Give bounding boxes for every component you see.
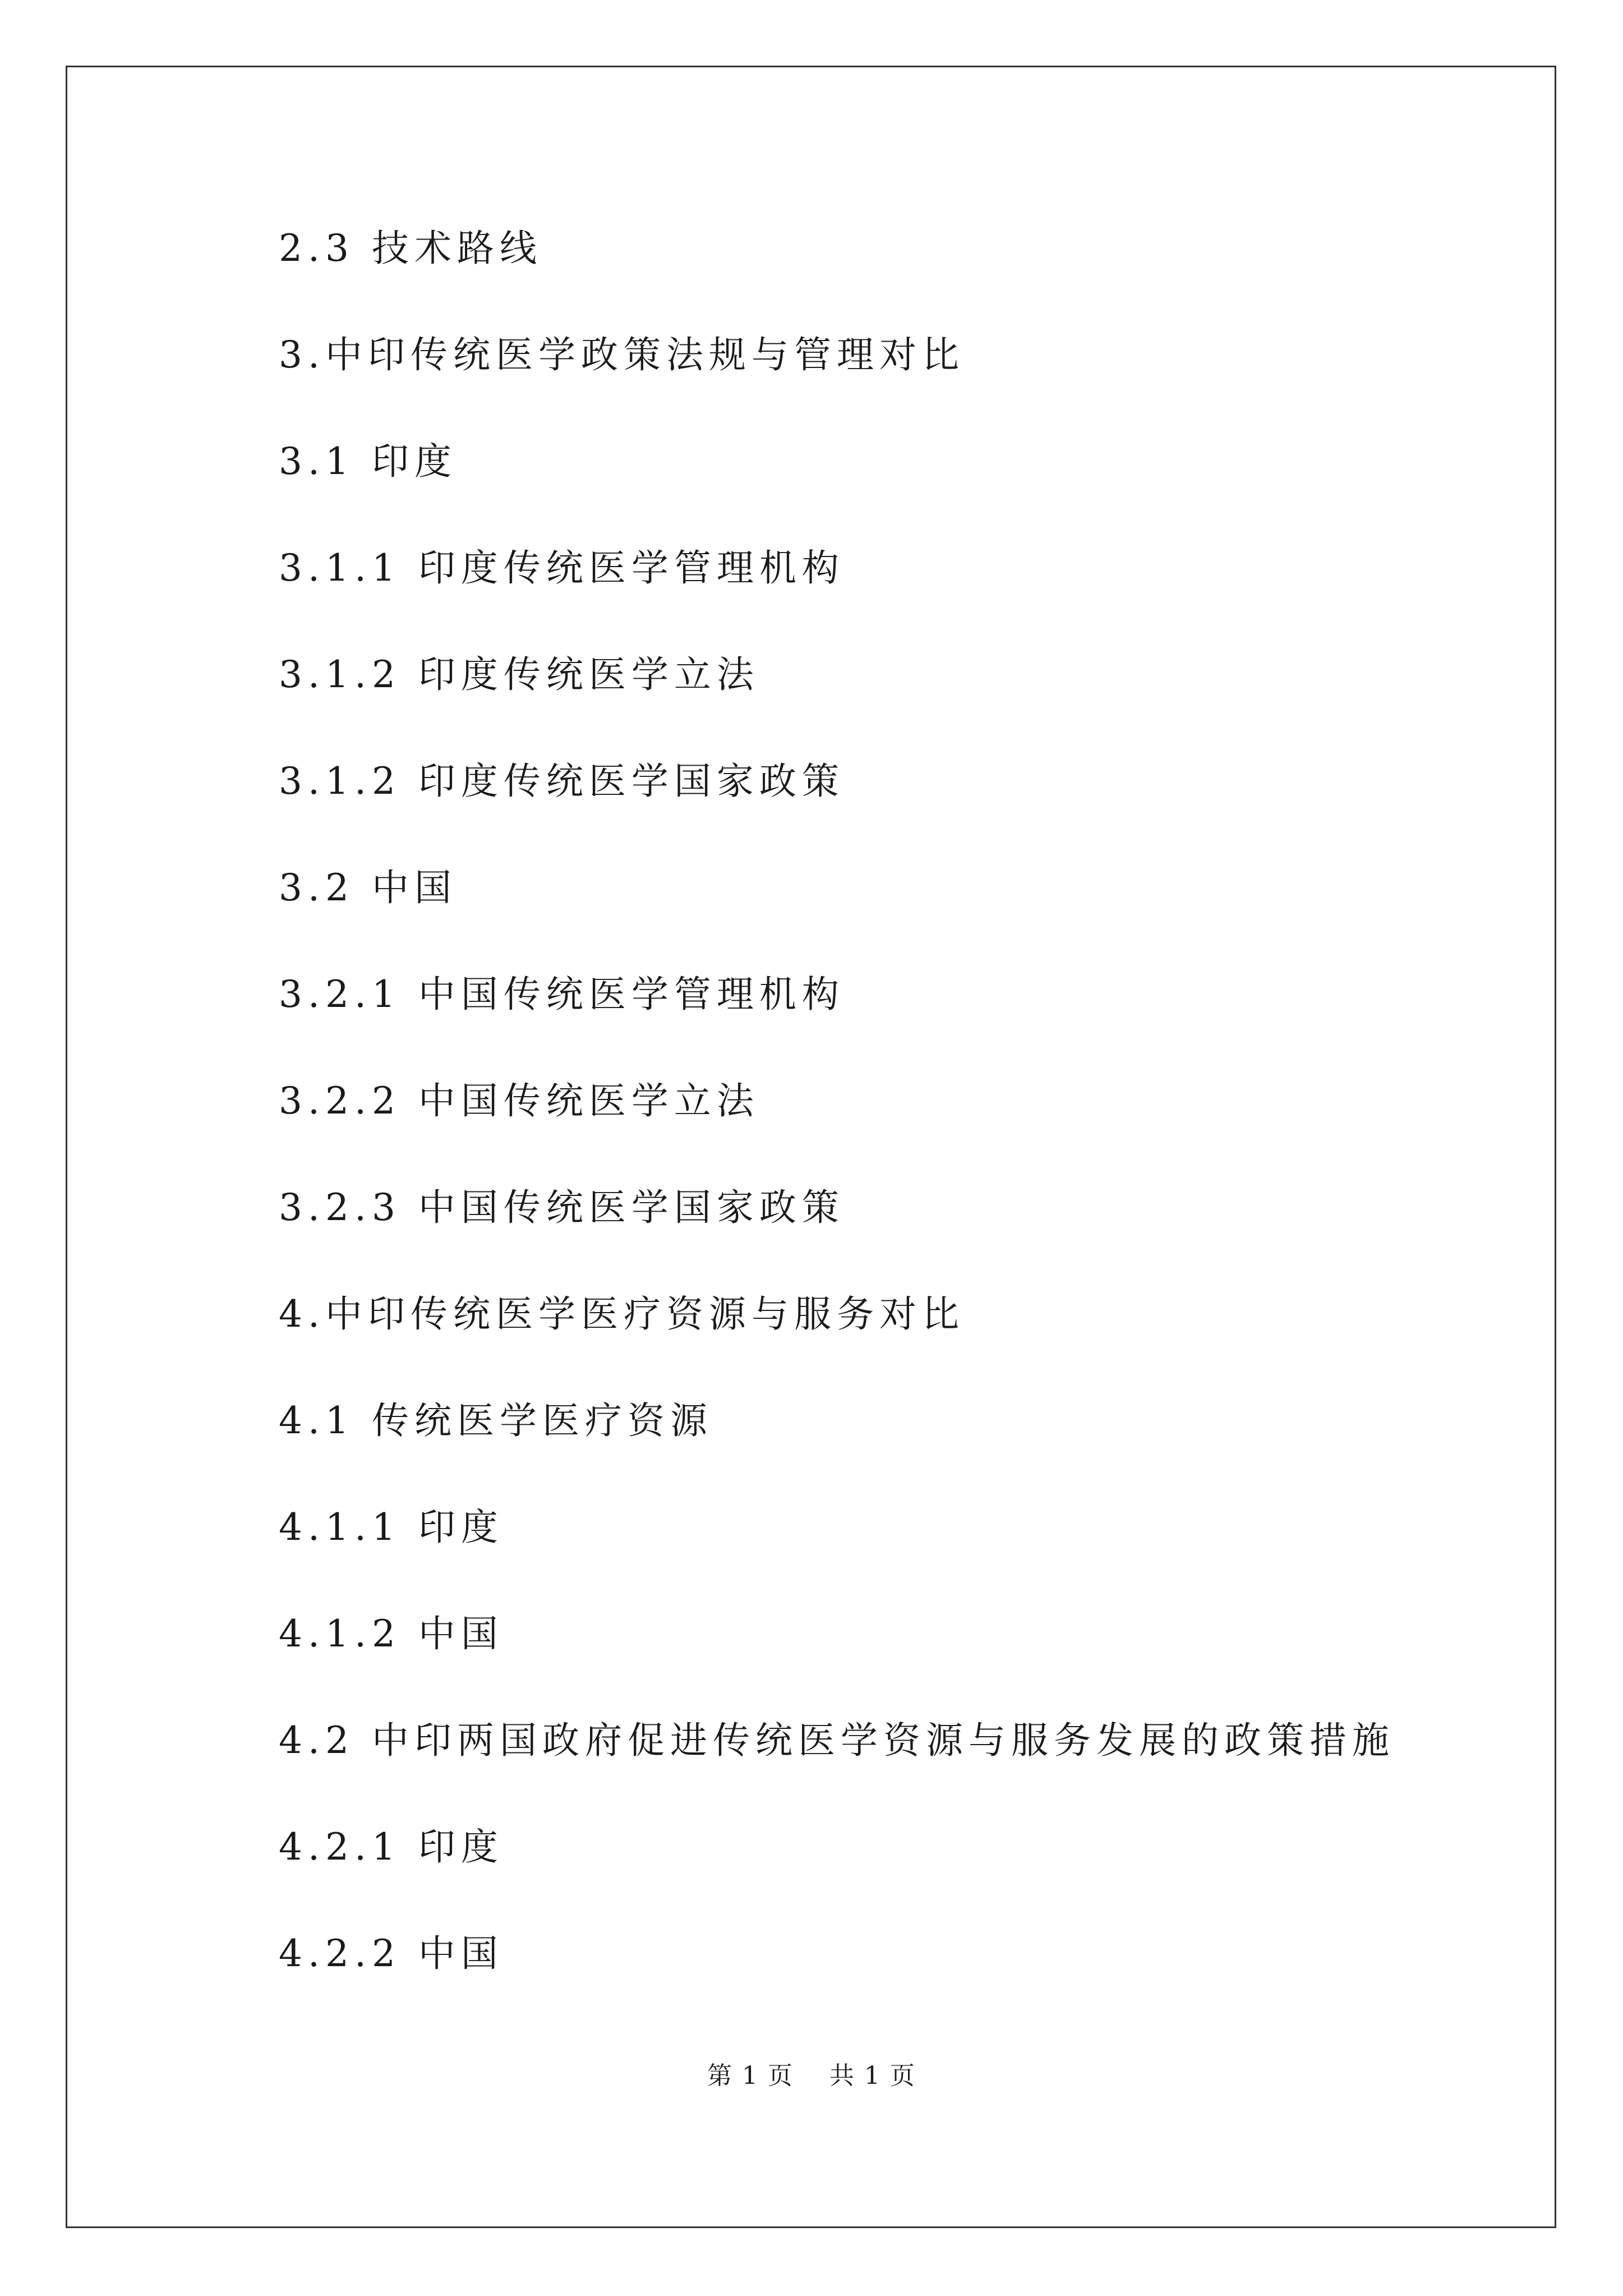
outline-item: 3.中印传统医学政策法规与管理对比 (279, 333, 965, 376)
outline-item: 3.2.3 中国传统医学国家政策 (279, 1186, 845, 1229)
page-number: 第 1 页 (707, 2062, 794, 2090)
outline-item: 4.中印传统医学医疗资源与服务对比 (279, 1292, 965, 1336)
outline-item: 3.2.2 中国传统医学立法 (279, 1079, 759, 1122)
page-footer (0, 2055, 1623, 2091)
outline-item: 3.1.1 印度传统医学管理机构 (279, 546, 845, 590)
outline-item: 4.1.1 印度 (279, 1506, 504, 1549)
outline-item: 3.2.1 中国传统医学管理机构 (279, 973, 845, 1016)
outline-item: 4.2.1 印度 (279, 1825, 504, 1869)
outline-item: 4.1 传统医学医疗资源 (279, 1399, 713, 1442)
outline-item: 3.1 印度 (279, 440, 457, 483)
outline-item: 4.1.2 中国 (279, 1612, 504, 1655)
outline-item: 4.2 中印两国政府促进传统医学资源与服务发展的政策措施 (279, 1719, 1395, 1762)
outline-item: 3.1.2 印度传统医学立法 (279, 653, 759, 696)
page-border (66, 66, 1556, 2228)
outline-item: 4.2.2 中国 (279, 1932, 504, 1975)
outline-item: 3.1.2 印度传统医学国家政策 (279, 760, 845, 803)
outline-item: 2.3 技术路线 (279, 227, 542, 270)
page-total: 共 1 页 (829, 2062, 916, 2090)
outline-item: 3.2 中国 (279, 866, 457, 909)
